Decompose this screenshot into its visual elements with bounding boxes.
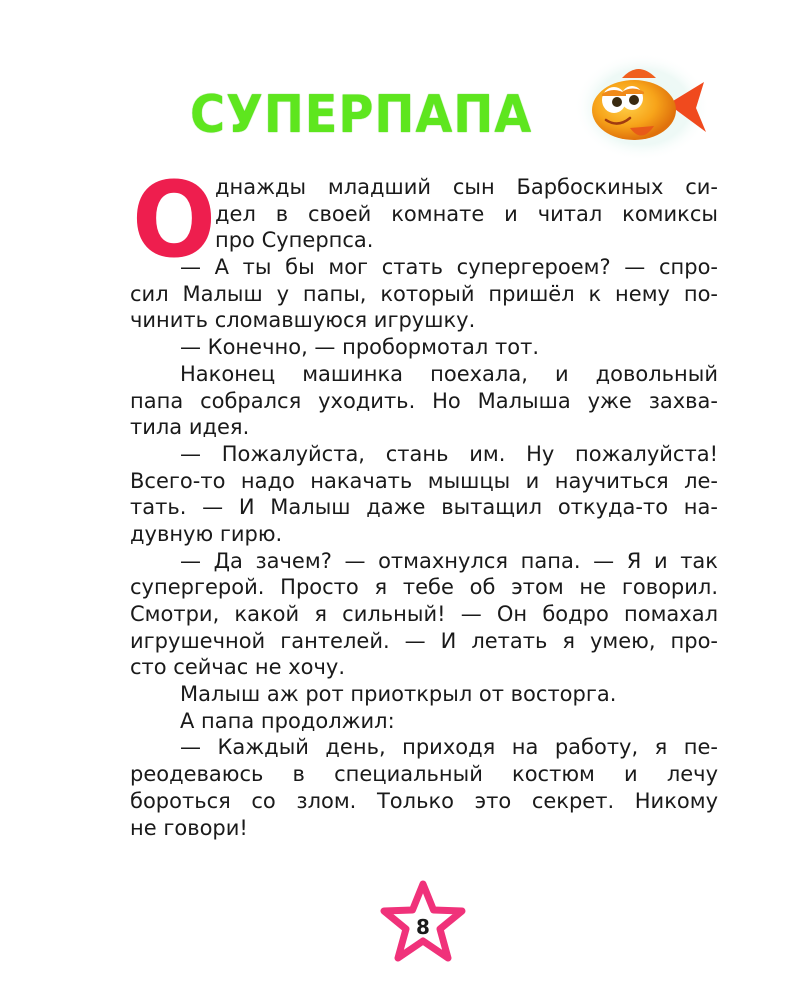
star-icon (378, 878, 468, 964)
text-line: Всего-то надо накачать мышцы и научиться ле- (130, 468, 718, 493)
text-line: реодеваюсь в специальный костюм и лечу (130, 762, 718, 787)
page-number: 8 (416, 915, 430, 939)
text-line: про Суперпса. (215, 228, 374, 253)
text-line: Наконец машинка поехала, и довольный (180, 361, 718, 386)
text-line: папа собрался уходить. Но Малыша уже захва- (130, 388, 718, 413)
goldfish-icon (572, 52, 712, 162)
text-line: дел в своей комнате и читал комиксы (215, 201, 718, 226)
text-line: — А ты бы мог стать супергероем? — спро- (180, 255, 718, 280)
story-text (130, 174, 718, 841)
text-line: А папа продолжил: (180, 708, 395, 733)
text-line: днажды младший сын Барбоскиных си- (215, 175, 718, 199)
text-line: — Пожалуйста, стань им. Ну пожалуйста! (180, 441, 718, 466)
text-line: Малыш аж рот приоткрыл от восторга. (180, 682, 617, 707)
text-line: не говори! (130, 815, 248, 840)
text-line: — Да зачем? — отмахнулся папа. — Я и так (180, 548, 718, 573)
text-line: игрушечной гантелей. — И летать я умею, про- (130, 628, 718, 653)
drop-cap-text: О (132, 172, 216, 262)
text-line: чинить сломавшуюся игрушку. (130, 308, 476, 333)
text-line: — Каждый день, приходя на работу, я пе- (180, 735, 718, 760)
text-line: Смотри, какой я сильный! — Он бодро помахал (130, 602, 718, 626)
text-line: сто сейчас не хочу. (130, 655, 346, 680)
text-line: тила идея. (130, 415, 250, 440)
text-line: — Конечно, — пробормотал тот. (180, 335, 540, 360)
page-title: СУПЕРПАПА (190, 85, 533, 145)
text-line: дувную гирю. (130, 521, 283, 546)
text-line: тать. — И Малыш даже вытащил откуда-то на- (130, 495, 718, 520)
text-line: сил Малыш у папы, который пришёл к нему по- (130, 281, 718, 306)
text-line: супергерой. Просто я тебе об этом не говорил. (130, 575, 718, 600)
text-line: бороться со злом. Только это секрет. Никому (130, 788, 718, 813)
